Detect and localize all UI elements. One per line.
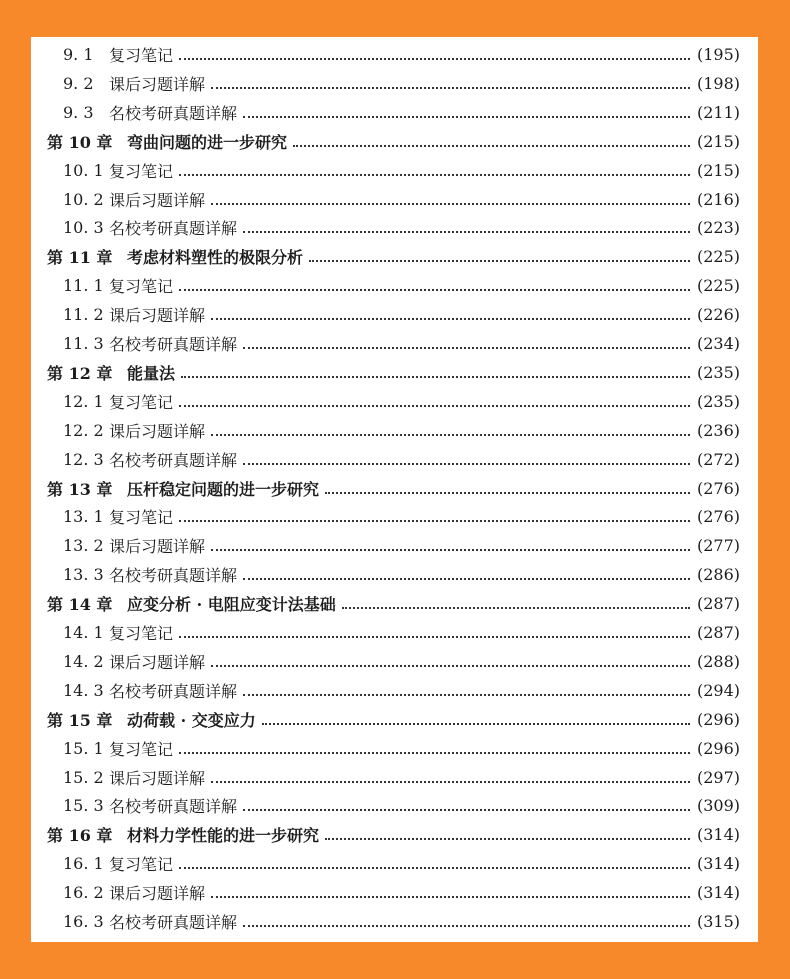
toc-entry-title: 弯曲问题的进一步研究: [127, 132, 288, 152]
toc-section-row: [63, 763, 740, 792]
toc-entry-number: 第 16 章: [47, 826, 113, 846]
toc-page: [31, 37, 758, 942]
toc-entry-number: 15. 1: [63, 738, 104, 758]
toc-entry-number: 第 10 章: [47, 132, 113, 152]
toc-section-row: [63, 907, 740, 936]
toc-dot-leader: [342, 606, 690, 609]
toc-entry-title: 复习笔记: [109, 624, 174, 643]
toc-entry-number: 12. 1: [63, 391, 104, 411]
toc-page-number: (314): [696, 883, 740, 903]
toc-dot-leader: [211, 86, 690, 89]
toc-dot-leader: [243, 462, 690, 465]
toc-page-number: (314): [696, 854, 740, 874]
toc-entry-number: 9. 1: [63, 45, 94, 64]
toc-entry-title: 课后习题详解: [109, 652, 206, 672]
toc-dot-leader: [243, 693, 690, 696]
toc-entry-title: 课后习题详解: [109, 306, 206, 326]
toc-entry-number: 第 11 章: [47, 248, 113, 268]
toc-entry-title: 材料力学性能的进一步研究: [127, 826, 320, 846]
toc-section-row: [63, 791, 740, 820]
toc-dot-leader: [243, 346, 690, 349]
toc-dot-leader: [179, 866, 690, 869]
toc-section-row: [63, 416, 740, 445]
toc-entry-title: 名校考研真题详解: [109, 335, 238, 354]
toc-section-row: [63, 849, 740, 878]
toc-chapter-row: [47, 127, 740, 156]
toc-section-row: [63, 878, 740, 907]
toc-page-number: (236): [696, 420, 740, 440]
toc-entry-number: 第 15 章: [47, 710, 113, 730]
toc-entry-number: 10. 3: [63, 218, 104, 238]
toc-entry-number: 第 12 章: [47, 363, 113, 383]
toc-dot-leader: [211, 433, 690, 436]
toc-page-number: (315): [696, 912, 740, 931]
toc-entry-number: 16. 2: [63, 883, 104, 903]
toc-section-row: [63, 98, 740, 127]
toc-dot-leader: [181, 375, 690, 378]
toc-chapter-row: [47, 820, 740, 849]
toc-entry-title: 名校考研真题详解: [109, 566, 238, 586]
toc-page-number: (309): [696, 796, 740, 816]
toc-dot-leader: [211, 202, 690, 205]
toc-page-number: (276): [696, 478, 740, 498]
toc-section-row: [63, 387, 740, 416]
toc-section-row: [63, 676, 740, 705]
toc-page-number: (198): [696, 73, 740, 93]
toc-page-number: (216): [696, 189, 740, 209]
toc-dot-leader: [179, 404, 690, 407]
toc-entry-number: 14. 2: [63, 651, 104, 671]
toc-dot-leader: [211, 664, 690, 667]
toc-entry-title: 名校考研真题详解: [109, 913, 238, 932]
toc-entry-number: 16. 3: [63, 912, 104, 931]
toc-dot-leader: [211, 317, 690, 320]
toc-entry-title: 名校考研真题详解: [109, 450, 238, 470]
toc-page-number: (296): [696, 738, 740, 758]
toc-dot-leader: [179, 57, 690, 60]
toc-entry-number: 11. 3: [63, 334, 104, 353]
toc-dot-leader: [179, 751, 690, 754]
toc-dot-leader: [211, 895, 690, 898]
toc-entry-number: 15. 2: [63, 767, 104, 787]
toc-section-row: [63, 734, 740, 763]
toc-dot-leader: [262, 722, 690, 725]
toc-section-row: [63, 185, 740, 214]
toc-entry-title: 复习笔记: [109, 161, 174, 181]
toc-page-number: (225): [696, 247, 740, 267]
toc-section-row: [63, 560, 740, 589]
toc-entry-title: 名校考研真题详解: [109, 681, 238, 701]
toc-entry-number: 16. 1: [63, 854, 104, 874]
toc-entry-number: 12. 3: [63, 449, 104, 469]
toc-entry-title: 名校考研真题详解: [109, 219, 238, 239]
toc-dot-leader: [325, 491, 690, 494]
toc-entry-title: 课后习题详解: [109, 884, 206, 904]
toc-entry-number: 15. 3: [63, 796, 104, 816]
toc-dot-leader: [309, 259, 690, 262]
toc-entry-number: 9. 2: [63, 73, 94, 93]
toc-section-row: [63, 213, 740, 242]
toc-entry-number: 11. 1: [63, 276, 104, 296]
toc-entry-title: 能量法: [127, 363, 176, 383]
toc-dot-leader: [243, 924, 690, 927]
toc-page-number: (215): [696, 131, 740, 151]
toc-section-row: [63, 445, 740, 474]
toc-page-number: (294): [696, 680, 740, 700]
toc-page-number: (235): [696, 362, 740, 382]
toc-dot-leader: [179, 288, 690, 291]
toc-entry-number: 10. 1: [63, 160, 104, 180]
toc-entry-number: 14. 3: [63, 680, 104, 700]
toc-page-number: (226): [696, 305, 740, 325]
toc-entry-title: 课后习题详解: [109, 768, 206, 788]
toc-entry-title: 名校考研真题详解: [109, 103, 238, 123]
toc-page-number: (277): [696, 536, 740, 556]
toc-page-number: (215): [696, 160, 740, 180]
toc-dot-leader: [293, 144, 690, 147]
toc-page-number: (276): [696, 507, 740, 527]
toc-page-number: (225): [696, 276, 740, 296]
toc-section-row: [63, 271, 740, 300]
toc-page-number: (234): [696, 334, 740, 353]
toc-entry-number: 13. 2: [63, 536, 104, 556]
toc-entry-number: 第 14 章: [47, 595, 113, 615]
toc-chapter-row: [47, 358, 740, 387]
toc-entry-title: 复习笔记: [109, 855, 174, 875]
toc-dot-leader: [179, 635, 690, 638]
toc-section-row: [63, 531, 740, 560]
toc-entry-title: 考虑材料塑性的极限分析: [127, 248, 304, 268]
toc-dot-leader: [211, 548, 690, 551]
toc-page-number: (235): [696, 391, 740, 411]
toc-dot-leader: [211, 780, 690, 783]
toc-section-row: [63, 69, 740, 98]
toc-entry-number: 14. 1: [63, 623, 104, 642]
toc-chapter-row: [47, 242, 740, 271]
toc-dot-leader: [243, 230, 690, 233]
toc-page-number: (287): [696, 594, 740, 614]
toc-entry-number: 9. 3: [63, 102, 94, 122]
toc-entry-number: 13. 3: [63, 565, 104, 585]
toc-entry-title: 应变分析 · 电阻应变计法基础: [127, 595, 336, 615]
toc-chapter-row: [47, 589, 740, 618]
toc-entry-title: 课后习题详解: [109, 190, 206, 210]
toc-page-number: (314): [696, 825, 740, 845]
toc-section-row: [63, 329, 740, 358]
toc-entry-title: 复习笔记: [109, 508, 174, 528]
toc-entry-number: 10. 2: [63, 189, 104, 209]
toc-section-row: [63, 502, 740, 531]
toc-page-number: (223): [696, 218, 740, 238]
toc-page-number: (287): [696, 623, 740, 642]
toc-entry-title: 复习笔记: [109, 46, 174, 65]
toc-entry-title: 课后习题详解: [109, 421, 206, 441]
toc-entry-title: 压杆稳定问题的进一步研究: [127, 479, 320, 499]
toc-chapter-row: [47, 705, 740, 734]
toc-entry-number: 第 13 章: [47, 479, 113, 499]
toc-page-number: (195): [696, 45, 740, 64]
toc-entry-title: 课后习题详解: [109, 74, 206, 94]
toc-section-row: [63, 618, 740, 647]
toc-section-row: [63, 300, 740, 329]
toc-entry-title: 名校考研真题详解: [109, 797, 238, 817]
toc-page-number: (296): [696, 709, 740, 729]
toc-entry-title: 复习笔记: [109, 392, 174, 412]
toc-page-number: (297): [696, 767, 740, 787]
toc-entry-title: 复习笔记: [109, 739, 174, 759]
toc-dot-leader: [325, 837, 690, 840]
toc-entry-title: 复习笔记: [109, 277, 174, 297]
toc-section-row: [63, 40, 740, 69]
toc-entry-number: 12. 2: [63, 420, 104, 440]
toc-dot-leader: [243, 808, 690, 811]
toc-page-number: (211): [696, 102, 740, 122]
toc-page-number: (272): [696, 449, 740, 469]
toc-chapter-row: [47, 474, 740, 503]
toc-dot-leader: [243, 115, 690, 118]
toc-page-number: (288): [696, 651, 740, 671]
toc-section-row: [63, 647, 740, 676]
toc-entry-number: 11. 2: [63, 305, 104, 325]
toc-page-number: (286): [696, 565, 740, 585]
toc-dot-leader: [179, 173, 690, 176]
toc-dot-leader: [243, 577, 690, 580]
toc-entry-title: 动荷载 · 交变应力: [127, 710, 256, 730]
toc-section-row: [63, 156, 740, 185]
toc-dot-leader: [179, 519, 690, 522]
toc-entry-title: 课后习题详解: [109, 537, 206, 557]
toc-entry-number: 13. 1: [63, 507, 104, 527]
